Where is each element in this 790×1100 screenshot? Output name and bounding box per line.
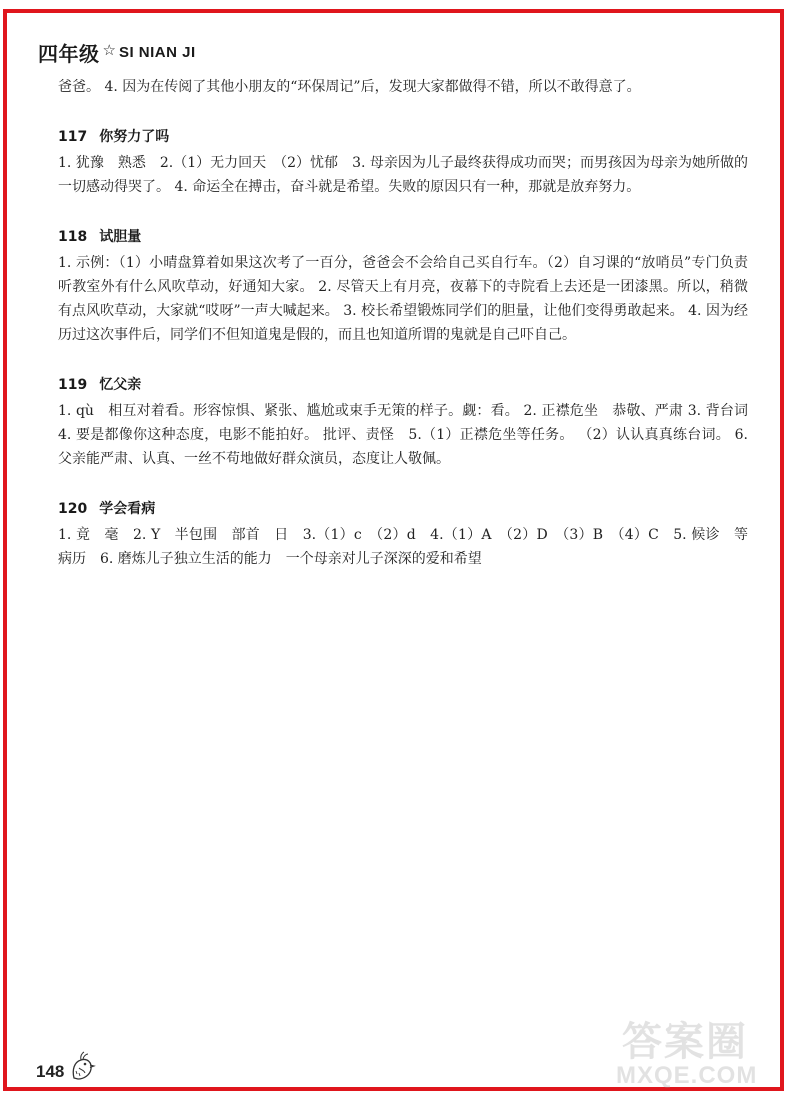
answer-content	[58, 75, 762, 571]
section-number: 120	[58, 501, 88, 517]
section-number: 118	[58, 229, 88, 245]
watermark-logo: 答案圈	[622, 1019, 748, 1065]
section-120	[58, 497, 748, 571]
section-answers: 1. qù 相互对着看。形容惊惧、紧张、尴尬或束手无策的样子。觑：看。 2. 正襟危坐 恭敬、严肃 3. 背台词 4. 要是都像你这种态度，电影不能拍好。 批评、责怪 5.（1）正襟危坐等任务。 （2）认认真真练台词。 6. 父亲能严肃、认真、一丝不苟地做好群众演员，态度让人敬佩。	[58, 403, 762, 467]
watermark-url: MXQE.COM	[616, 1062, 758, 1089]
section-119	[58, 373, 762, 471]
section-117	[58, 125, 748, 199]
section-answers: 1. 竟 毫 2. Y 半包围 部首 日 3.（1）c （2）d 4.（1）A （2）D （3）B （4）C 5. 候诊 等病历 6. 磨炼儿子独立生活的能力 一个母亲对儿子深深的爱和希望	[58, 527, 748, 567]
grade-pinyin: SI NIAN JI	[118, 44, 196, 61]
bird-icon	[68, 1048, 96, 1082]
section-heading	[58, 125, 748, 149]
section-number: 117	[58, 129, 88, 145]
section-answers: 1. 犹豫 熟悉 2.（1）无力回天 （2）忧郁 3. 母亲因为儿子最终获得成功而哭；而男孩因为母亲为她所做的一切感动得哭了。 4. 命运全在搏击，奋斗就是希望。失败的原因只有一种，那就是放弃努力。	[58, 155, 748, 195]
section-heading	[58, 497, 748, 521]
site-watermark	[612, 1010, 780, 1090]
section-number: 119	[58, 377, 88, 393]
section-title: 忆父亲	[99, 377, 142, 393]
continued-answer: 爸爸。 4. 因为在传阅了其他小朋友的“环保周记”后，发现大家都做得不错，所以不敢得意了。	[58, 79, 641, 95]
page-footer	[36, 1048, 96, 1082]
section-title: 试胆量	[99, 229, 142, 245]
section-118	[58, 225, 748, 347]
section-title: 学会看病	[99, 501, 156, 517]
star-icon: ☆	[102, 40, 116, 59]
section-answers: 1. 示例：（1）小晴盘算着如果这次考了一百分，爸爸会不会给自己买自行车。（2）自习课的“放哨员”专门负责听教室外有什么风吹草动，好通知大家。 2. 尽管天上有月亮，夜幕下的寺院看上去还是一团漆黑。所以，稍微有点风吹草动，大家就“哎呀”一声大喊起来。 3. 校长希望锻炼同学们的胆量，让他们变得勇敢起来。 4. 因为经历过这次事件后，同学们不但知道鬼是假的，而且也知道所谓的鬼就是自己吓自己。	[58, 255, 748, 343]
page-number: 148	[36, 1062, 65, 1081]
page-header	[38, 38, 196, 67]
section-title: 你努力了吗	[99, 129, 170, 145]
section-heading	[58, 225, 748, 249]
section-heading	[58, 373, 748, 397]
grade-title: 四年级	[38, 42, 100, 66]
